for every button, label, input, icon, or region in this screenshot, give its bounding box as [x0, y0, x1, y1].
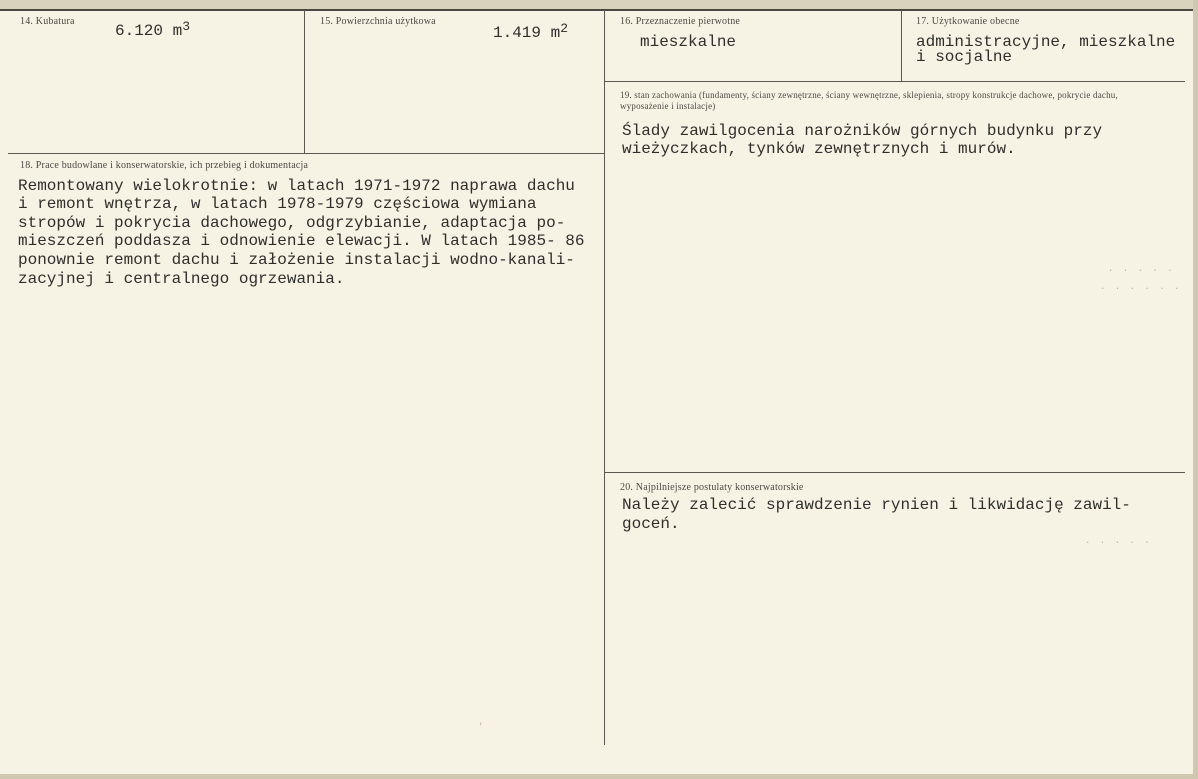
- powierzchnia-value: 1.419 m: [493, 24, 561, 42]
- card-top-edge: [0, 0, 1198, 11]
- field-18-label: 18. Prace budowlane i konserwatorskie, ich przebieg i dokumentacja: [20, 160, 309, 171]
- paper-speck-1: . . . . .: [1108, 264, 1175, 274]
- field-18-line-4: mieszczeń poddasza i odnowienie elewacji. W latach 1985- 86: [18, 232, 585, 250]
- divider-16-17: [901, 10, 902, 81]
- paper-speck-3: . . . . .: [1085, 536, 1152, 546]
- field-18-line-1: Remontowany wielokrotnie: w latach 1971-1972 naprawa dachu: [18, 177, 575, 195]
- field-20-line-2: goceń.: [622, 515, 680, 533]
- divider-14-15: [304, 10, 305, 153]
- field-18-line-2: i remont wnętrza, w latach 1978-1979 częściowa wymiana: [18, 195, 537, 213]
- field-20-line-1: Należy zalecić sprawdzenie rynien i likwidację zawil-: [622, 496, 1131, 514]
- field-17-label: 17. Użytkowanie obecne: [916, 16, 1020, 27]
- field-16-label: 16. Przeznaczenie pierwotne: [620, 16, 741, 27]
- field-19-label: 19. stan zachowania (fundamenty, ściany zewnętrzne, ściany wewnętrzne, sklepienia, stropy konstrukcje dachowe, pokrycie dachu, wyposażenie i instalacje): [620, 90, 1118, 111]
- field-15-label: 15. Powierzchnia użytkowa: [320, 16, 436, 27]
- kubatura-exponent: 3: [182, 19, 191, 34]
- rule-above-20: [605, 472, 1185, 473]
- rule-below-16-17: [605, 81, 1185, 82]
- powierzchnia-exponent: 2: [560, 21, 569, 36]
- field-20-label: 20. Najpilniejsze postulaty konserwatorskie: [620, 482, 804, 493]
- field-18-line-3: stropów i pokrycia dachowego, odgrzybianie, adaptacja po-: [18, 214, 566, 232]
- field-19-line-2: wieżyczkach, tynków zewnętrznych i murów.: [622, 140, 1016, 158]
- field-19-line-1: Ślady zawilgocenia narożników górnych budynku przy: [622, 122, 1103, 140]
- field-14-value: [115, 19, 191, 41]
- field-16-value: mieszkalne: [640, 33, 737, 51]
- paper-speck-4: ': [478, 722, 484, 732]
- field-18-line-5: ponownie remont dachu i założenie instalacji wodno-kanali-: [18, 251, 575, 269]
- field-17-value-line-1: administracyjne, mieszkalne: [916, 33, 1176, 51]
- field-14-label: 14. Kubatura: [20, 16, 75, 27]
- card-bottom-edge: [0, 774, 1198, 779]
- field-15-value: [493, 21, 569, 43]
- kubatura-value: 6.120 m: [115, 22, 183, 40]
- card-right-edge: [1193, 0, 1198, 779]
- field-17-value-line-2: i socjalne: [916, 48, 1013, 66]
- rule-below-14-15: [8, 153, 604, 154]
- paper-speck-2: . . . . . .: [1100, 282, 1182, 292]
- field-18-line-6: zacyjnej i centralnego ogrzewania.: [18, 270, 345, 288]
- divider-center: [604, 10, 605, 745]
